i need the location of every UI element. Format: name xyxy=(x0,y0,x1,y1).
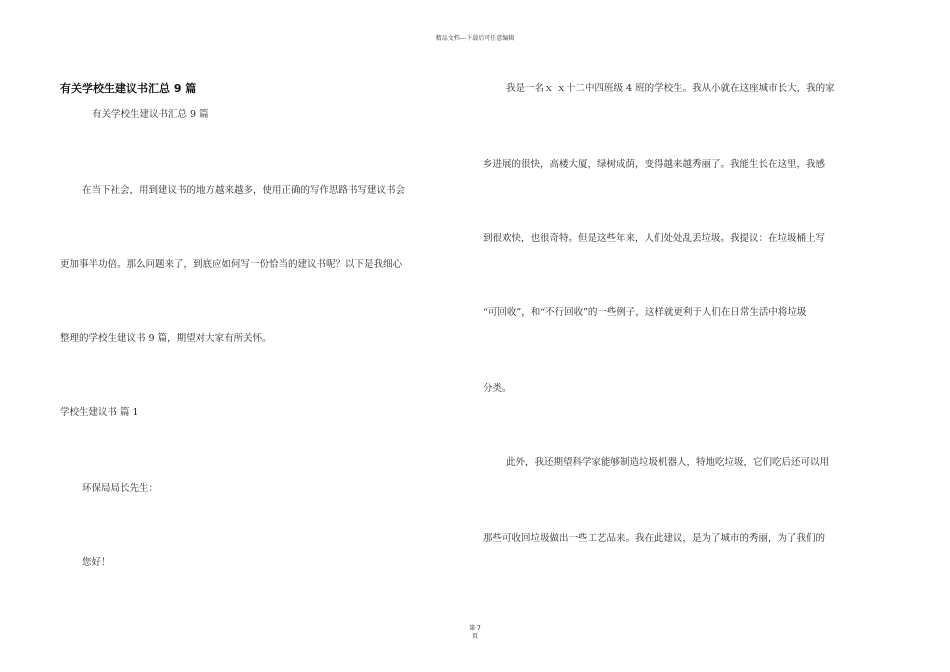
header-note: 精品文档---下载后可任意编辑 xyxy=(435,35,515,42)
document-title: 有关学校生建议书汇总 9 篇 xyxy=(60,82,197,95)
paragraph-line: 整理的学校生建议书 9 篇，期望对大家有所关怀。 xyxy=(60,333,272,344)
paragraph-line: 乡进展的很快，高楼大厦，绿树成荫，变得越来越秀丽了。我能生长在这里，我感 xyxy=(483,159,826,170)
page-number-line: 页 xyxy=(471,633,478,640)
paragraph-line: 到很欢快，也很奇特。但是这些年来，人们处处乱丢垃圾。我提议：在垃圾桶上写 xyxy=(483,233,826,244)
paragraph-line: “可回收”，和“不行回收”的一些例子，这样就更利于人们在日常生活中将垃圾 xyxy=(483,307,807,318)
paragraph-line: 分类。 xyxy=(483,383,512,394)
paragraph-line: 那些可收回垃圾做出一些工艺品来。我在此建议，是为了城市的秀丽，为了我们的 xyxy=(483,533,826,544)
salutation: 环保局局长先生： xyxy=(82,483,159,494)
paragraph-line: 此外，我还期望科学家能够制造垃圾机器人，特地吃垃圾，它们吃后还可以用 xyxy=(506,457,830,468)
paragraph-line: 更加事半功倍。那么问题来了，到底应如何写一份恰当的建议书呢？以下是我细心 xyxy=(60,259,403,270)
document-subtitle: 有关学校生建议书汇总 9 篇 xyxy=(92,109,209,120)
page-number xyxy=(0,625,950,641)
section-heading: 学校生建议书 篇 1 xyxy=(60,407,139,418)
page-number-line: 第 7 xyxy=(469,625,481,632)
paragraph-line: 在当下社会，用到建议书的地方越来越多，使用正确的写作思路书写建议书会 xyxy=(82,185,406,196)
greeting: 您好！ xyxy=(82,557,111,568)
paragraph-line: 我是一名ｘ ｘ十二中四班级 4 班的学校生。我从小就在这座城市长大，我的家 xyxy=(506,83,835,94)
